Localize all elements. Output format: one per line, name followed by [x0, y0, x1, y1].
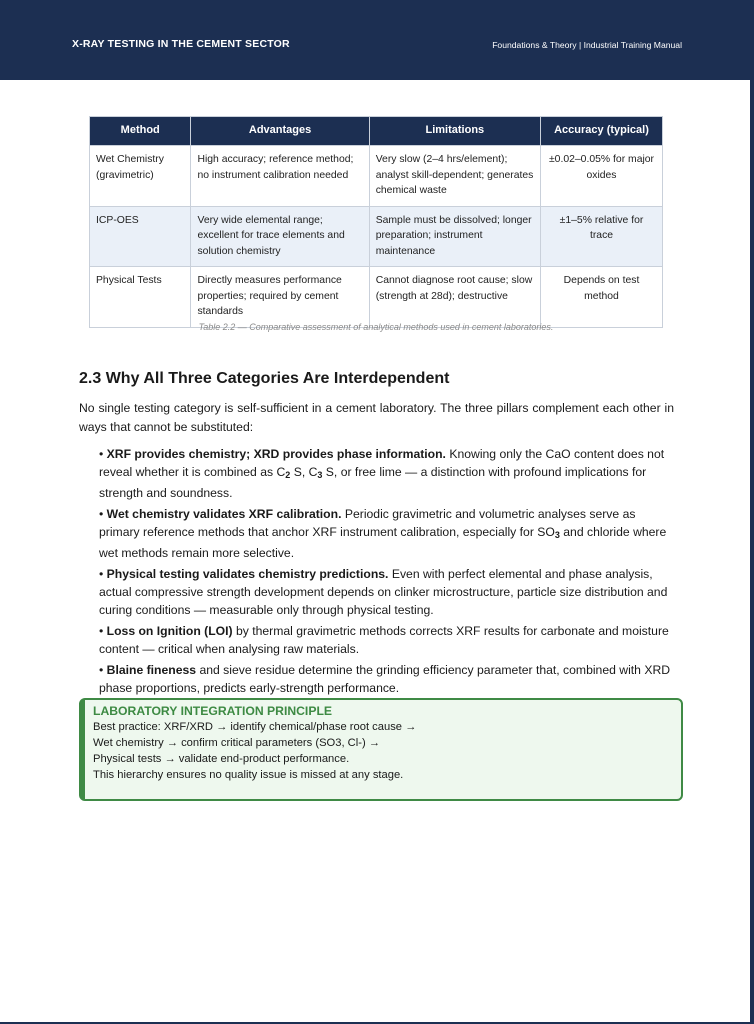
bullet-text: S, C [290, 465, 318, 479]
list-item [99, 622, 674, 658]
subscript: 2 [285, 470, 291, 480]
table-row [90, 267, 663, 328]
subscript: 3 [317, 470, 323, 480]
table-row [90, 206, 663, 267]
table-header-row [90, 117, 663, 146]
bullet-text: Even with perfect elemental and phase analysis, actual compressive strength development depends on clinker microstructure, particle size distribution and curing conditions — measurable only through physical testing. [99, 567, 668, 617]
bullet-list [99, 445, 674, 700]
callout-title: LABORATORY INTEGRATION PRINCIPLE [93, 704, 333, 718]
subscript: 3 [554, 530, 560, 540]
cell-accuracy: ±1–5% relative for trace [541, 206, 663, 267]
page-right-edge [750, 0, 754, 1024]
cell-advantages: High accuracy; reference method; no instrument calibration needed [191, 146, 369, 207]
cell-method: Physical Tests [90, 267, 191, 328]
callout-line: Physical tests → validate end-product performance. [93, 753, 350, 765]
callout-line: Wet chemistry → confirm critical parameters (SO3, Cl-) → [93, 737, 380, 749]
bullet-marker: • [99, 567, 107, 581]
bullet-marker: • [99, 507, 107, 521]
bullet-marker: • [99, 447, 107, 461]
bullet-lead: Physical testing validates chemistry predictions. [106, 567, 389, 581]
callout-line: Best practice: XRF/XRD → identify chemical/phase root cause → [93, 721, 417, 733]
cell-method: Wet Chemistry (gravimetric) [90, 146, 191, 207]
bullet-lead: Wet chemistry validates XRF calibration. [106, 507, 342, 521]
header-title: X-RAY TESTING IN THE CEMENT SECTOR [72, 38, 290, 50]
cell-accuracy: Depends on test method [541, 267, 663, 328]
cell-advantages: Very wide elemental range; excellent for trace elements and solution chemistry [191, 206, 369, 267]
column-header-method: Method [90, 117, 191, 146]
header-subtitle: Foundations & Theory | Industrial Training Manual [492, 40, 682, 50]
bullet-marker: • [99, 663, 107, 677]
cell-limitations: Cannot diagnose root cause; slow (strength at 28d); destructive [369, 267, 540, 328]
list-item [99, 661, 674, 697]
cell-accuracy: ±0.02–0.05% for major oxides [541, 146, 663, 207]
cell-limitations: Very slow (2–4 hrs/element); analyst skill-dependent; generates chemical waste [369, 146, 540, 207]
column-header-limitations: Limitations [369, 117, 540, 146]
column-header-accuracy: Accuracy (typical) [541, 117, 663, 146]
cell-advantages: Directly measures performance properties; required by cement standards [191, 267, 369, 328]
bullet-text: S, or free lime — a distinction with profound implications for strength and soundness. [99, 465, 647, 500]
bullet-marker: • [99, 624, 107, 638]
section-intro: No single testing category is self-sufficient in a cement laboratory. The three pillars complement each other in ways that cannot be substituted: [79, 401, 674, 434]
bullet-text: and chloride where wet methods remain more selective. [99, 525, 667, 560]
list-item [99, 565, 674, 619]
bullet-text: by thermal gravimetric methods corrects XRF results for carbonate and moisture content — critical when analysing raw materials. [99, 624, 669, 656]
bullet-text: Periodic gravimetric and volumetric analyses serve as primary reference methods that anchor XRF instrument calibration, especially for SO [99, 507, 636, 539]
callout-line: This hierarchy ensures no quality issue is missed at any stage. [93, 769, 404, 781]
list-item [99, 505, 674, 562]
table-caption: Table 2.2 — Comparative assessment of analytical methods used in cement laboratories. [198, 322, 554, 332]
bullet-text: Knowing only the CaO content does not reveal whether it is combined as C [99, 447, 665, 479]
cell-method: ICP-OES [90, 206, 191, 267]
cell-limitations: Sample must be dissolved; longer preparation; instrument maintenance [369, 206, 540, 267]
comparison-table [89, 116, 663, 328]
integration-callout-box [79, 698, 683, 801]
list-item [99, 445, 674, 502]
bullet-lead: Loss on Ignition (LOI) [106, 624, 233, 638]
table-row [90, 146, 663, 207]
page-header [0, 0, 754, 80]
bullet-lead: Blaine fineness [106, 663, 197, 677]
bullet-text: and sieve residue determine the grinding efficiency parameter that, combined with XRD phase proportions, predicts early-strength performance. [99, 663, 671, 695]
column-header-advantages: Advantages [191, 117, 369, 146]
bullet-lead: XRF provides chemistry; XRD provides phase information. [106, 447, 446, 461]
section-heading: 2.3 Why All Three Categories Are Interdependent [79, 370, 450, 387]
